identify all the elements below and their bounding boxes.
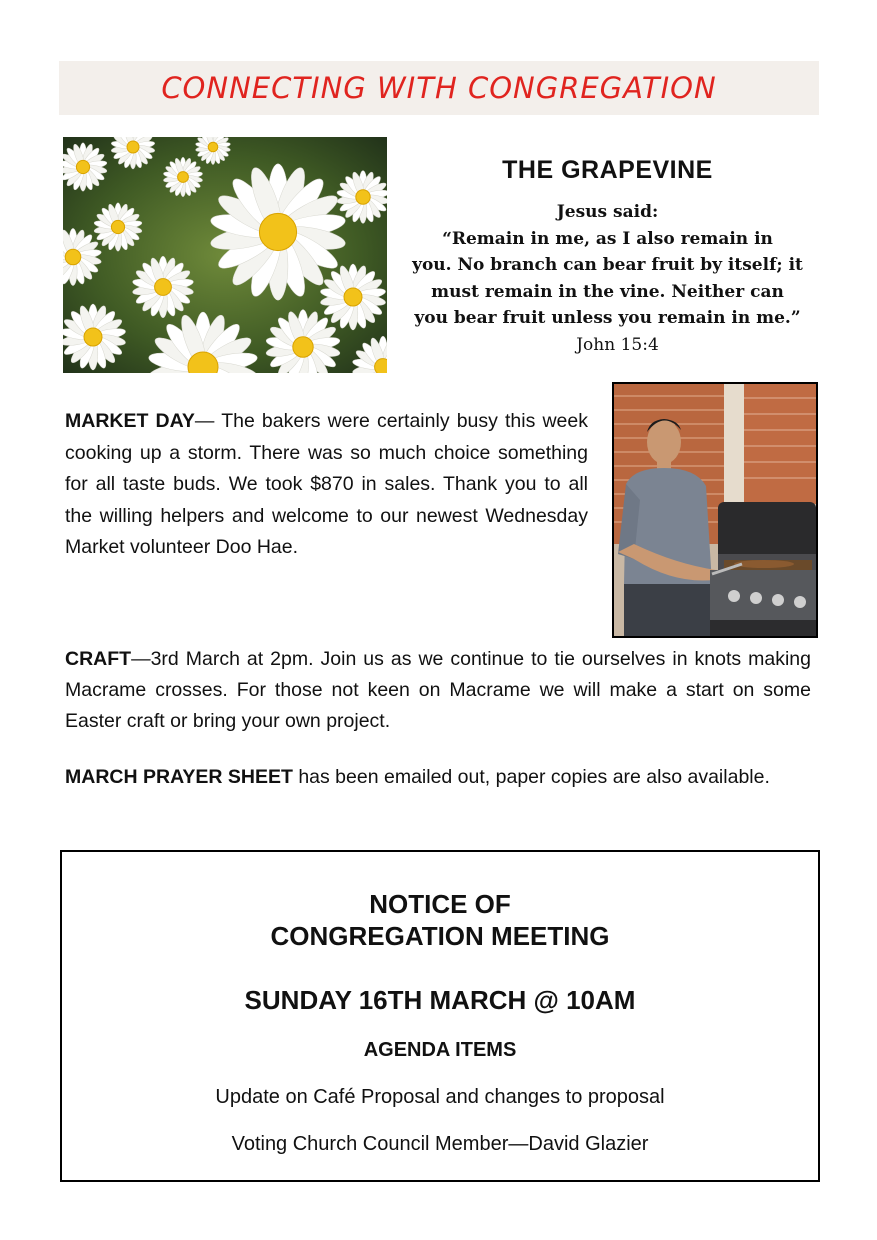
- header-banner: [59, 61, 819, 115]
- craft-paragraph: [65, 644, 811, 737]
- meeting-notice-box: [60, 850, 820, 1182]
- banner-title: CONNECTING WITH CONGREGATION: [161, 71, 717, 105]
- prayer-sheet-text: has been emailed out, paper copies are also available.: [292, 766, 770, 788]
- bbq-volunteer-photo: [612, 382, 818, 638]
- agenda-item: Voting Church Council Member—David Glazier: [231, 1133, 649, 1155]
- craft-heading: CRAFT: [65, 648, 132, 670]
- verse-line: must remain in the vine. Neither can: [431, 281, 784, 302]
- market-day-paragraph: [65, 406, 588, 564]
- craft-text: —3rd March at 2pm. Join us as we continue to tie ourselves in knots making Macrame crosses. For those not keen on Macrame we will make a start on some Easter craft or bring your own project.: [65, 648, 811, 732]
- agenda-heading: AGENDA ITEMS: [363, 1039, 517, 1061]
- prayer-sheet-heading: MARCH PRAYER SHEET: [65, 766, 293, 788]
- verse-line: you. No branch can bear fruit by itself; it: [412, 255, 803, 275]
- notice-title-line1: NOTICE OF: [369, 889, 511, 919]
- verse-reference: John 15:4: [576, 334, 659, 355]
- market-day-text: — The bakers were certainly busy this week cooking up a storm. There was so much choice something for all taste buds. We took $870 in sales. Thank you to all the willing helpers and welcome to our newest Wednesday Market volunteer Doo Hae.: [65, 410, 588, 558]
- verse-line: “Remain in me, as I also remain in: [442, 228, 773, 249]
- grapevine-title: THE GRAPEVINE: [502, 156, 713, 184]
- grapevine-section: [395, 156, 820, 358]
- market-day-heading: MARKET DAY: [65, 410, 195, 432]
- notice-title-line2: CONGREGATION MEETING: [270, 921, 610, 951]
- daisy-flowers-photo: [63, 137, 387, 373]
- agenda-item: Update on Café Proposal and changes to proposal: [215, 1086, 665, 1108]
- verse-line: you bear fruit unless you remain in me.”: [414, 308, 801, 328]
- verse-intro: Jesus said:: [556, 202, 659, 222]
- meeting-date: SUNDAY 16TH MARCH @ 10AM: [244, 985, 636, 1015]
- prayer-sheet-paragraph: [65, 762, 811, 793]
